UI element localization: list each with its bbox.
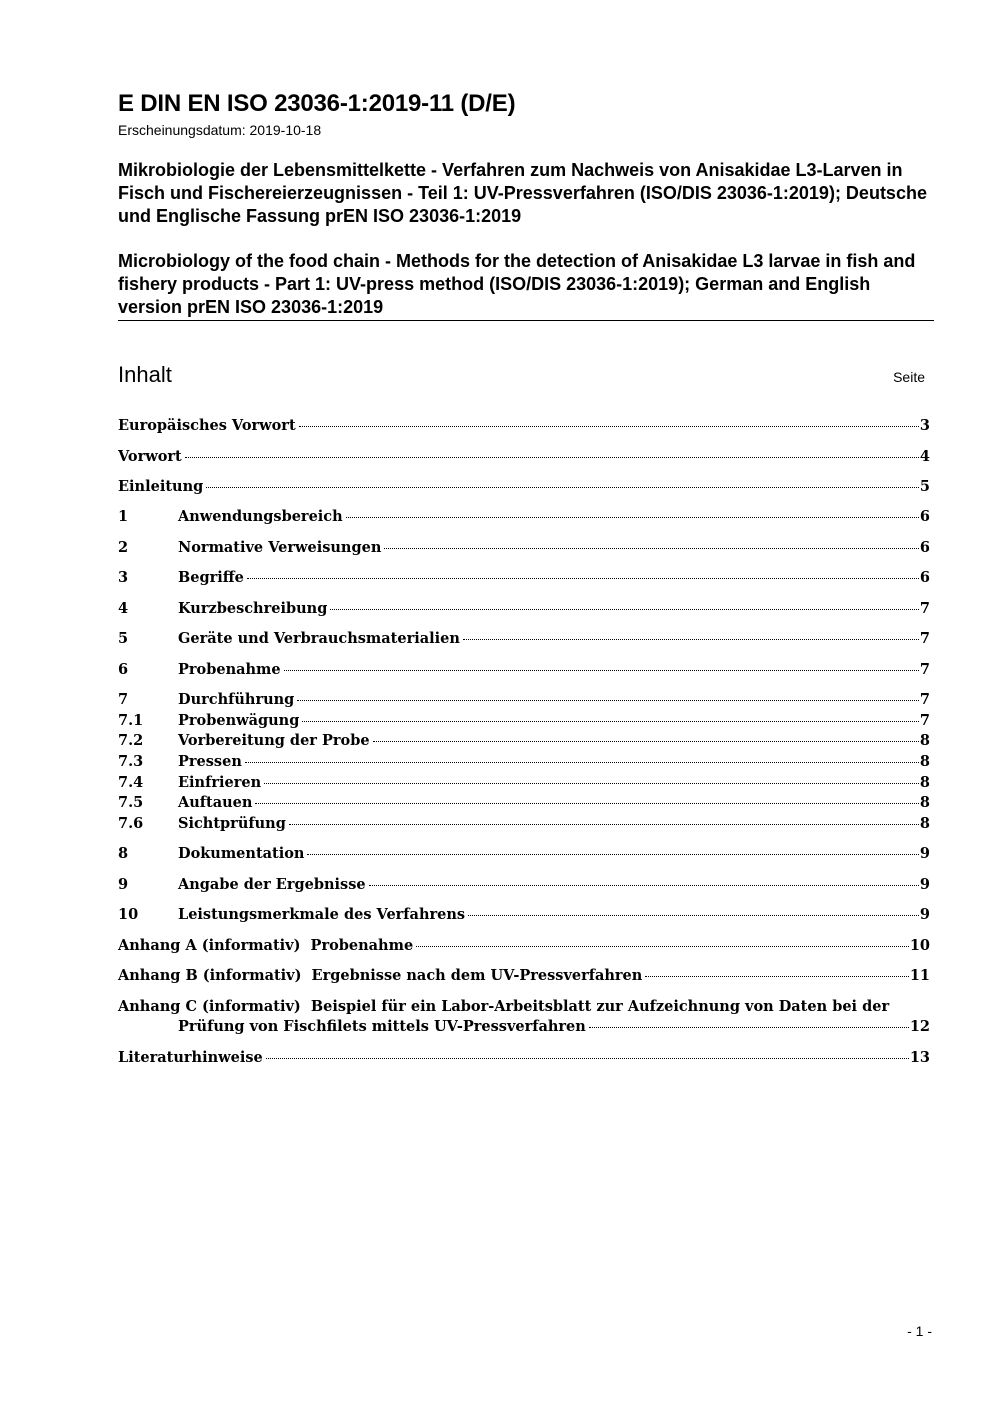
toc-entry-7-2[interactable] (118, 732, 930, 752)
toc-entry-text: Begriffe (178, 569, 244, 586)
toc-entry-page: 12 (909, 1018, 930, 1035)
toc-entry-text: Sichtprüfung (178, 815, 286, 832)
toc-entry-text: Anhang A (informativ) Probenahme (118, 937, 414, 954)
title-english: Microbiology of the food chain - Methods for the detection of Anisakidae L3 larvae in fish and fishery products - Part 1: UV-press method (ISO/DIS 23036-1:2019); German and English version prEN ISO 23036-1:2019 (118, 251, 916, 317)
toc-entry-number: 5 (118, 630, 129, 647)
toc-entry-7-3[interactable] (118, 753, 930, 773)
toc-entry-text: Kurzbeschreibung (178, 600, 328, 617)
toc-entry-2[interactable] (118, 539, 930, 559)
toc-entry-annex-a[interactable] (118, 937, 930, 957)
toc-entry-page: 8 (919, 732, 930, 749)
toc-entry-vorwort[interactable] (118, 448, 930, 468)
toc-entry-text-continued: Prüfung von Fischfilets mittels UV-Pressverfahren (178, 1018, 586, 1035)
toc-entry-9[interactable] (118, 876, 930, 896)
toc-entry-text: Pressen (178, 753, 242, 770)
toc-entry-page: 7 (919, 712, 930, 729)
toc-entry-number: 7.1 (118, 712, 144, 729)
toc-entry-text: Anhang C (informativ) Beispiel für ein Labor-Arbeitsblatt zur Aufzeichnung von Daten bei der (118, 998, 890, 1015)
toc-entry-text: Dokumentation (178, 845, 305, 862)
document-id: E DIN EN ISO 23036-1:2019-11 (D/E) (118, 90, 516, 117)
toc-entry-einleitung[interactable] (118, 478, 930, 498)
toc-entry-number: 7.4 (118, 774, 144, 791)
toc-entry-7[interactable] (118, 691, 930, 711)
toc-entry-8[interactable] (118, 845, 930, 865)
toc-entry-page: 5 (919, 478, 930, 495)
toc-entry-7-4[interactable] (118, 774, 930, 794)
toc-entry-page: 8 (919, 774, 930, 791)
toc-entry-3[interactable] (118, 569, 930, 589)
toc-leader (266, 1058, 909, 1059)
page-number: - 1 - (907, 1323, 932, 1339)
toc-entry-6[interactable] (118, 661, 930, 681)
toc-entry-page: 10 (909, 937, 930, 954)
toc-entry-text: Anhang B (informativ) Ergebnisse nach dem UV-Pressverfahren (118, 967, 643, 984)
toc-leader (416, 946, 909, 947)
toc-leader (206, 487, 919, 488)
toc-entry-text: Vorbereitung der Probe (178, 732, 370, 749)
toc-entry-page: 6 (919, 508, 930, 525)
toc-leader (284, 670, 919, 671)
toc-leader (302, 721, 919, 722)
toc-entry-number: 7.6 (118, 815, 144, 832)
toc-entry-text: Anwendungsbereich (178, 508, 343, 525)
toc-leader (463, 639, 919, 640)
toc-leader (289, 824, 919, 825)
toc-entry-page: 9 (919, 876, 930, 893)
toc-leader (468, 915, 919, 916)
toc-leader (373, 741, 919, 742)
toc-entry-page: 6 (919, 569, 930, 586)
toc-entry-number: 7.2 (118, 732, 144, 749)
toc-entry-text: Probenwägung (178, 712, 300, 729)
toc-page-label: Seite (893, 369, 925, 385)
toc-entry-annex-c[interactable] (118, 998, 930, 1038)
toc-leader (645, 976, 908, 977)
toc-entry-number: 2 (118, 539, 129, 556)
toc-entry-page: 9 (919, 845, 930, 862)
toc-entry-7-6[interactable] (118, 815, 930, 835)
toc-leader (264, 783, 919, 784)
toc-entry-text: Europäisches Vorwort (118, 417, 296, 434)
toc-entry-number: 7.3 (118, 753, 144, 770)
toc-entry-literaturhinweise[interactable] (118, 1049, 930, 1069)
toc-entry-text: Leistungsmerkmale des Verfahrens (178, 906, 466, 923)
toc-entry-text: Angabe der Ergebnisse (178, 876, 366, 893)
toc-entry-number: 4 (118, 600, 129, 617)
toc-heading: Inhalt (118, 362, 172, 387)
toc-entry-europaeisches-vorwort[interactable] (118, 417, 930, 437)
toc-entry-text: Literaturhinweise (118, 1049, 263, 1066)
toc-entry-page: 7 (919, 600, 930, 617)
toc-entry-page: 13 (909, 1049, 930, 1066)
toc-entry-7-1[interactable] (118, 712, 930, 732)
toc-entry-page: 3 (919, 417, 930, 434)
toc-leader (346, 517, 919, 518)
toc-leader (307, 854, 918, 855)
toc-entry-number: 9 (118, 876, 129, 893)
title-german: Mikrobiologie der Lebensmittelkette - Verfahren zum Nachweis von Anisakidae L3-Larven in Fisch und Fischereierzeugnissen - Teil 1: UV-Pressverfahren (ISO/DIS 23036-1:2019); Deutsche und Englische Fassung prEN ISO 23036-1:2019 (118, 160, 927, 226)
toc-entry-1[interactable] (118, 508, 930, 528)
toc-entry-number: 7 (118, 691, 129, 708)
toc-leader (245, 762, 919, 763)
toc-entry-number: 7.5 (118, 794, 144, 811)
toc-entry-text: Normative Verweisungen (178, 539, 382, 556)
toc-entry-page: 8 (919, 794, 930, 811)
toc-entry-number: 6 (118, 661, 129, 678)
toc-entry-5[interactable] (118, 630, 930, 650)
toc-entry-text: Durchführung (178, 691, 295, 708)
toc-entry-page: 4 (919, 448, 930, 465)
publication-date: Erscheinungsdatum: 2019-10-18 (118, 122, 322, 138)
toc-entry-4[interactable] (118, 600, 930, 620)
toc-leader (384, 548, 919, 549)
title-divider (118, 320, 934, 321)
toc-entry-7-5[interactable] (118, 794, 930, 814)
toc-leader (369, 885, 919, 886)
toc-entry-text: Vorwort (118, 448, 182, 465)
toc-entry-text: Geräte und Verbrauchsmaterialien (178, 630, 460, 647)
toc-entry-page: 11 (909, 967, 930, 984)
toc-entry-text: Einleitung (118, 478, 204, 495)
toc-entry-number: 1 (118, 508, 129, 525)
toc-leader (297, 700, 919, 701)
toc-entry-page: 9 (919, 906, 930, 923)
toc-entry-page: 6 (919, 539, 930, 556)
toc-entry-text: Einfrieren (178, 774, 262, 791)
toc-leader (247, 578, 919, 579)
toc-leader (330, 609, 919, 610)
toc-entry-page: 7 (919, 630, 930, 647)
toc-leader (185, 457, 919, 458)
toc-leader (255, 803, 918, 804)
toc-entry-annex-b[interactable] (118, 967, 930, 987)
toc-entry-text: Probenahme (178, 661, 281, 678)
toc-entry-page: 8 (919, 753, 930, 770)
toc-entry-page: 7 (919, 691, 930, 708)
toc-entry-page: 8 (919, 815, 930, 832)
toc-leader (299, 426, 919, 427)
toc-entry-text: Auftauen (178, 794, 253, 811)
toc-entry-number: 8 (118, 845, 129, 862)
toc-entry-number: 3 (118, 569, 129, 586)
toc-entry-page: 7 (919, 661, 930, 678)
toc-entry-number: 10 (118, 906, 139, 923)
toc-entry-10[interactable] (118, 906, 930, 926)
toc-leader (589, 1027, 909, 1028)
